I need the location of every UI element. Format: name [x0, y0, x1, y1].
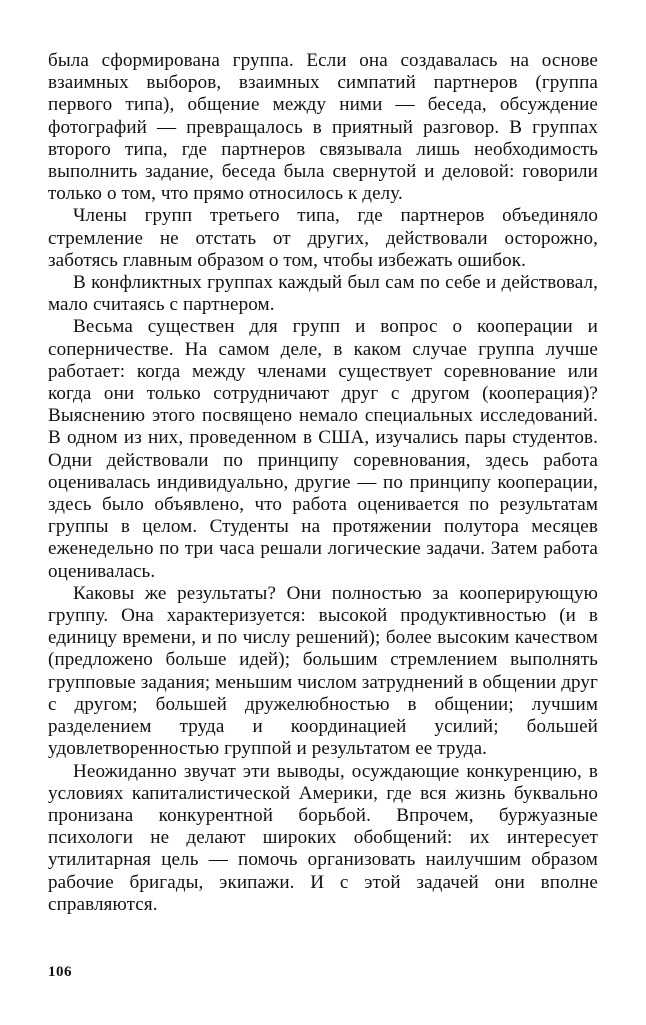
paragraph-6: Неожиданно звучат эти выводы, осуждающие конкуренцию, в условиях капиталистической Америки, где вся жизнь буквально пронизана конкурентной борьбой. Впрочем, буржуазные психологи не делают широких обобщений: их интересует утилитарная цель — помочь организовать наилучшим образом рабочие бригады, экипажи. И с этой задачей они вполне справляются. — [48, 760, 598, 915]
paragraph-2: Члены групп третьего типа, где партнеров объединяло стремление не отстать от других, действовали осторожно, заботясь главным образом о том, чтобы избежать ошибок. — [48, 205, 598, 271]
paragraph-4: Весьма существен для групп и вопрос о кооперации и соперничестве. На самом деле, в каком случае группа лучше работает: когда между членами существует соревнование или когда они только сотрудничают друг с другом (кооперация)? Выяснению этого посвящено немало специальных исследований. В одном из них, проведенном в США, изучались пары студентов. Одни действовали по принципу соревнования, здесь работа оценивалась индивидуально, другие — по принципу кооперации, здесь было объявлено, что работа оценивается по результатам группы в целом. Студенты на протяжении полутора месяцев еженедельно по три часа решали логические задачи. Затем работа оценивалась. — [48, 316, 598, 582]
paragraph-3: В конфликтных группах каждый был сам по себе и действовал, мало считаясь с партнером. — [48, 272, 598, 316]
paragraph-1: была сформирована группа. Если она создавалась на основе взаимных выборов, взаимных симпатий партнеров (группа первого типа), общение между ними — беседа, обсуждение фотографий — превращалось в приятный разговор. В группах второго типа, где партнеров связывала лишь необходимость выполнить задание, беседа была свернутой и деловой: говорили только о том, что прямо относилось к делу. — [48, 50, 598, 205]
page-number: 106 — [48, 964, 72, 980]
page-body — [48, 50, 598, 916]
paragraph-5: Каковы же результаты? Они полностью за кооперирующую группу. Она характеризуется: высокой продуктивностью (и в единицу времени, и по числу решений); более высоким качеством (предложено больше идей); большим стремлением выполнять групповые задания; меньшим числом затруднений в общении друг с другом; большей дружелюбностью в общении; лучшим разделением труда и координацией усилий; большей удовлетворенностью группой и результатом ее труда. — [48, 582, 598, 760]
